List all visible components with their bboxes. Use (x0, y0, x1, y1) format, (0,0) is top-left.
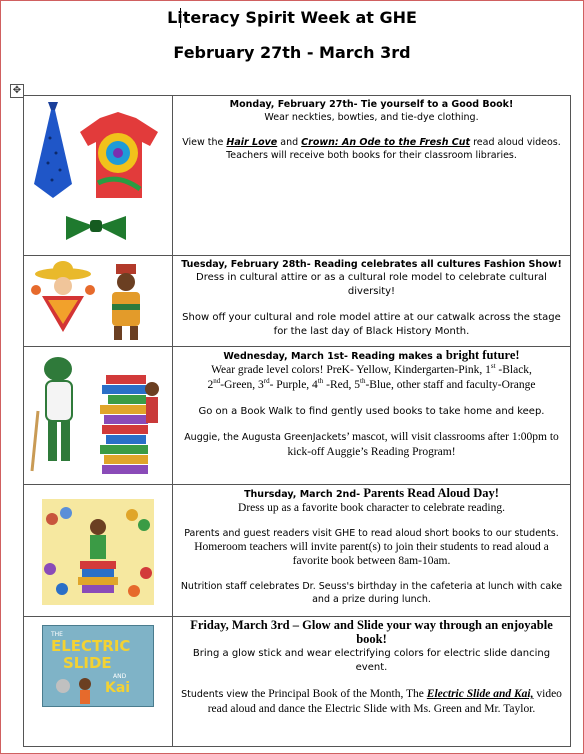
wednesday-row (24, 347, 571, 485)
cover-kai-text: Kai (105, 680, 131, 696)
tuesday-row (24, 256, 571, 347)
tuesday-line2: Show off your cultural and role model attire at our catwalk across the stage for the last day of Black History Month. (182, 312, 561, 337)
tuesday-cultural-kids-illustration (28, 260, 168, 344)
book-stack-icon (100, 375, 159, 474)
thursday-line2a: Parents and guest readers visit GHE to read aloud short books to our students. (184, 528, 559, 539)
cover-electric-text: ELECTRIC (51, 637, 131, 655)
cover-the-text: THE (51, 631, 63, 638)
tuesday-header: Tuesday, February 28th- Reading celebrates all cultures Fashion Show! (181, 259, 562, 270)
monday-text-cell (173, 96, 571, 256)
thursday-reading-illustration (42, 499, 154, 605)
book-link-electric-slide-and-kai[interactable]: Electric Slide and Kai, (426, 688, 534, 700)
friday-row (24, 617, 571, 747)
wednesday-mascot-books-illustration (28, 351, 168, 479)
thursday-text-cell (173, 485, 571, 617)
mascot-icon (32, 357, 72, 471)
wednesday-book-walk: Go on a Book Walk to find gently used books to take home and keep. (198, 406, 545, 417)
page-title[interactable]: Literacy Spirit Week at GHE (167, 8, 417, 27)
thursday-row (24, 485, 571, 617)
thursday-line3: Nutrition staff celebrates Dr. Seuss's birthday in the cafeteria at lunch with cake and a prize during lunch. (180, 581, 563, 605)
cover-slide-text: SLIDE (63, 654, 112, 672)
book-cover-art (43, 626, 153, 706)
necktie-icon (34, 102, 72, 198)
cover-and-text: AND (113, 673, 127, 680)
thursday-image-cell (24, 485, 173, 617)
tuesday-text-cell (173, 256, 571, 347)
african-attire-kid-icon (112, 264, 140, 340)
monday-ties-illustration (28, 98, 168, 252)
award-seal-icon (56, 679, 70, 693)
wednesday-text-cell (173, 347, 571, 485)
friday-line2: Students view the Principal Book of the Month, The Electric Slide and Kai, video read aloud and dance the Electric Slide with Ms. Green and Mr. Taylor. (181, 688, 562, 715)
sombrero-kid-icon (31, 261, 95, 332)
tuesday-image-cell (24, 256, 173, 347)
tuesday-line1: Dress in cultural attire or as a cultural role model to celebrate cultural diversity! (196, 272, 547, 297)
thursday-line1: Dress up as a favorite book character to celebrate reading. (238, 502, 505, 514)
electric-slide-book-cover[interactable] (42, 625, 154, 707)
kai-figure-icon (79, 678, 91, 690)
friday-image-cell (24, 617, 173, 747)
table-move-handle-icon[interactable]: ✥ (10, 84, 24, 98)
monday-line1: Wear neckties, bowties, and tie-dye clothing. (264, 112, 479, 123)
tie-dye-shirt-icon (80, 112, 158, 198)
monday-row (24, 96, 571, 256)
thursday-line2b: Homeroom teachers will invite parent(s) to join their students to read aloud a favorite book between 8am-10am. (194, 541, 549, 567)
spirit-week-table (23, 95, 571, 747)
thursday-header: Thursday, March 2nd- Parents Read Aloud Day! (244, 486, 499, 500)
monday-header: Monday, February 27th- Tie yourself to a Good Book! (229, 99, 514, 110)
friday-header: Friday, March 3rd – Glow and Slide your way through an enjoyable book! (190, 618, 553, 646)
wednesday-image-cell (24, 347, 173, 485)
bowtie-icon (66, 216, 126, 240)
wednesday-mascot-visit: Auggie, the Augusta GreenJackets’ mascot, will visit classrooms after 1:00pm to kick-off Auggie’s Reading Program! (184, 431, 559, 458)
wednesday-grade-colors: Wear grade level colors! PreK- Yellow, Kindergarten-Pink, 1st -Black, 2nd-Green, 3rd- Purple, 4th -Red, 5th-Blue, other staff and faculty-Orange (207, 362, 536, 391)
friday-text-cell (173, 617, 571, 747)
monday-image-cell (24, 96, 173, 256)
friday-line1: Bring a glow stick and wear electrifying colors for electric slide dancing event. (192, 648, 551, 673)
page-subtitle-dates[interactable]: February 27th - March 3rd (173, 43, 411, 62)
book-link-crown[interactable]: Crown: An Ode to the Fresh Cut (301, 137, 471, 148)
monday-paragraph2: View the Hair Love and Crown: An Ode to the Fresh Cut read aloud videos. Teachers will receive both books for their classroom libraries. (182, 137, 561, 161)
wednesday-header: Wednesday, March 1st- Reading makes a bright future! (223, 348, 520, 362)
book-link-hair-love[interactable]: Hair Love (226, 137, 278, 148)
